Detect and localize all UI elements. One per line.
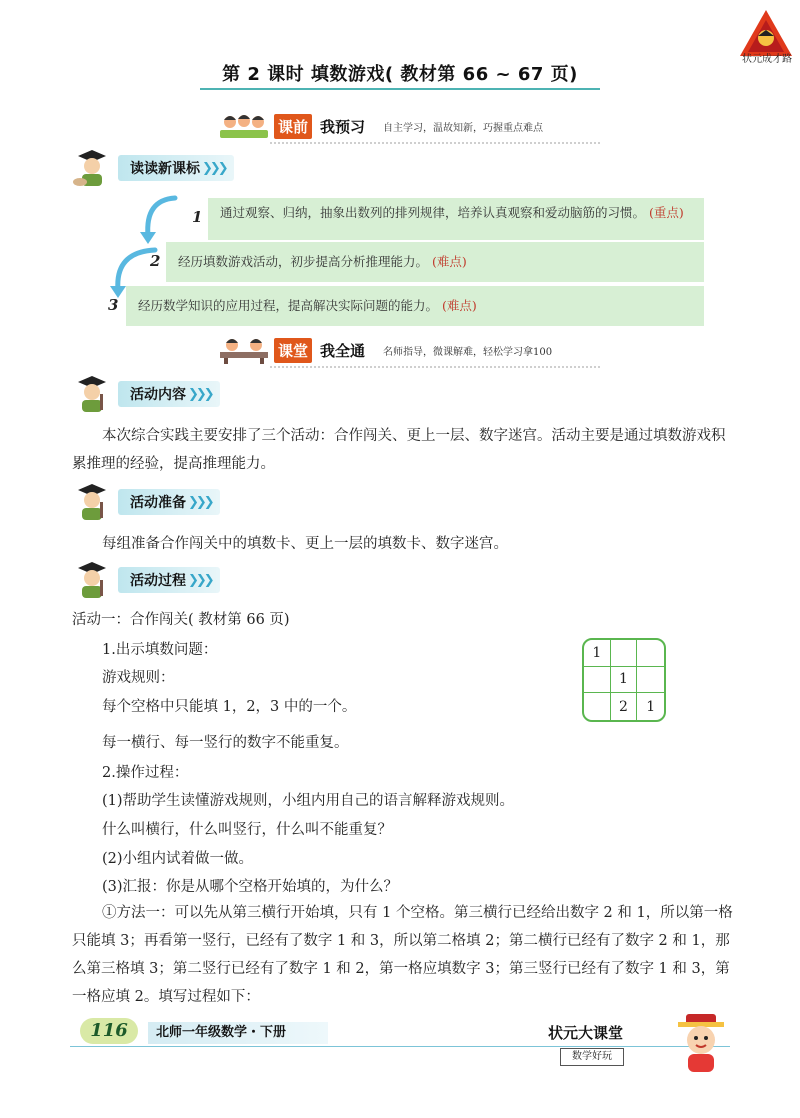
preview-divider [270, 142, 600, 144]
class-title: 我全通 [320, 341, 366, 360]
number-grid [582, 638, 666, 722]
step-2-question: 什么叫横行，什么叫竖行，什么叫不能重复？ [102, 822, 392, 838]
objective-tag: (难点) [432, 254, 467, 269]
scholar-mascot-icon [70, 148, 114, 188]
grid-cell [637, 667, 664, 694]
goals-pill [118, 155, 234, 181]
activity-1-title: 活动一：合作闯关( 教材第 66 页) [72, 612, 290, 628]
objective-text: 通过观察、归纳，抽象出数列的排列规律，培养认真观察和爱动脑筋的习惯。 [220, 205, 646, 220]
grid-cell [584, 693, 611, 720]
prep-paragraph: 每组准备合作闯关中的填数卡、更上一层的填数卡、数字迷宫。 [102, 536, 508, 552]
class-divider [270, 366, 600, 368]
content-paragraph: 本次综合实践主要安排了三个活动：合作闯关、更上一层、数字迷宫。活动主要是通过填数游戏积累推理的经验，提高推理能力。 [72, 428, 726, 472]
kids-reading-icon [218, 112, 270, 140]
process-pill [118, 567, 220, 593]
preview-banner [218, 112, 543, 140]
grid-cell [637, 640, 664, 667]
preview-tag: 课前 [274, 114, 312, 139]
chevrons-icon: ❯❯❯ [188, 386, 212, 402]
grid-cell [611, 640, 638, 667]
objective-1 [208, 198, 704, 240]
grid-cell: 1 [584, 640, 611, 667]
objective-tag: (重点) [649, 205, 684, 220]
step-1: 1.出示填数问题： [102, 642, 218, 658]
objective-text: 经历填数游戏活动，初步提高分析推理能力。 [178, 254, 429, 269]
grid-cell: 2 [611, 693, 638, 720]
content-heading [70, 374, 220, 414]
class-banner [218, 336, 552, 364]
chevrons-icon: ❯❯❯ [188, 494, 212, 510]
process-heading [70, 560, 220, 600]
prep-pill [118, 489, 220, 515]
objective-number: 2 [150, 252, 161, 270]
goals-title: 读读新课标 [130, 161, 200, 177]
preview-note: 自主学习，温故知新，巧握重点难点 [383, 122, 544, 134]
content-title: 活动内容 [130, 387, 186, 403]
step-2-1: (1)帮助学生读懂游戏规则，小组内用自己的语言解释游戏规则。 [102, 793, 515, 809]
brand-name: 状元大课堂 [548, 1024, 624, 1042]
preview-title: 我预习 [320, 117, 366, 136]
step-2: 2.操作过程： [102, 765, 189, 781]
grid-cell [584, 667, 611, 694]
objective-3 [126, 286, 704, 326]
brand-subtitle: 数学好玩 [560, 1048, 624, 1066]
scholar-mascot-icon [70, 560, 114, 600]
logo-text: 状元成才路 [742, 54, 792, 65]
footer-rule [70, 1046, 730, 1047]
classroom-kids-icon [218, 336, 270, 364]
objective-number: 1 [192, 208, 203, 226]
objective-number: 3 [108, 296, 119, 314]
grid-cell: 1 [646, 698, 656, 715]
page-number: 116 [80, 1018, 138, 1044]
prep-heading [70, 482, 220, 522]
step-2-3: (3)汇报：你是从哪个空格开始填的，为什么？ [102, 879, 399, 895]
book-title: 北师一年级数学・下册 [148, 1022, 328, 1044]
goals-heading [70, 148, 234, 188]
page-title: 第 2 课时 填数游戏( 教材第 66 ~ 67 页) [222, 64, 578, 85]
objective-text: 经历数学知识的应用过程，提高解决实际问题的能力。 [138, 298, 439, 313]
title-underline [200, 88, 600, 90]
chevrons-icon: ❯❯❯ [202, 160, 226, 176]
scholar-mascot-icon [70, 374, 114, 414]
prep-title: 活动准备 [130, 495, 186, 511]
process-title: 活动过程 [130, 573, 186, 589]
content-pill [118, 381, 220, 407]
rule-1: 每个空格中只能填 1，2，3 中的一个。 [102, 699, 357, 715]
scholar-mascot-icon [70, 482, 114, 522]
class-note: 名师指导，微课解难，轻松学习拿100 [383, 346, 553, 358]
scholar-boy-icon [664, 1010, 736, 1074]
objective-2 [166, 242, 704, 282]
rule-2: 每一横行、每一竖行的数字不能重复。 [102, 735, 349, 751]
rules-label: 游戏规则： [102, 670, 175, 686]
class-tag: 课堂 [274, 338, 312, 363]
grid-cell: 1 [611, 667, 638, 694]
method-1-paragraph: ①方法一：可以先从第三横行开始填，只有 1 个空格。第三横行已经给出数字 2 和 1，所以第一格只能填 3；再看第一竖行，已经有了数字 1 和 3，所以第二格填 2；第二横行已经有了数字 2 和 1，那么第三格填 3；第二竖行已经有了数字 1 和 2，第一格应填数字 3；第三竖行已经有了数字 1 和 3，第一格应填 2。填写过程如下： [72, 905, 733, 1005]
step-2-2: (2)小组内试着做一做。 [102, 851, 254, 867]
objective-tag: (难点) [442, 298, 477, 313]
chevrons-icon: ❯❯❯ [188, 572, 212, 588]
